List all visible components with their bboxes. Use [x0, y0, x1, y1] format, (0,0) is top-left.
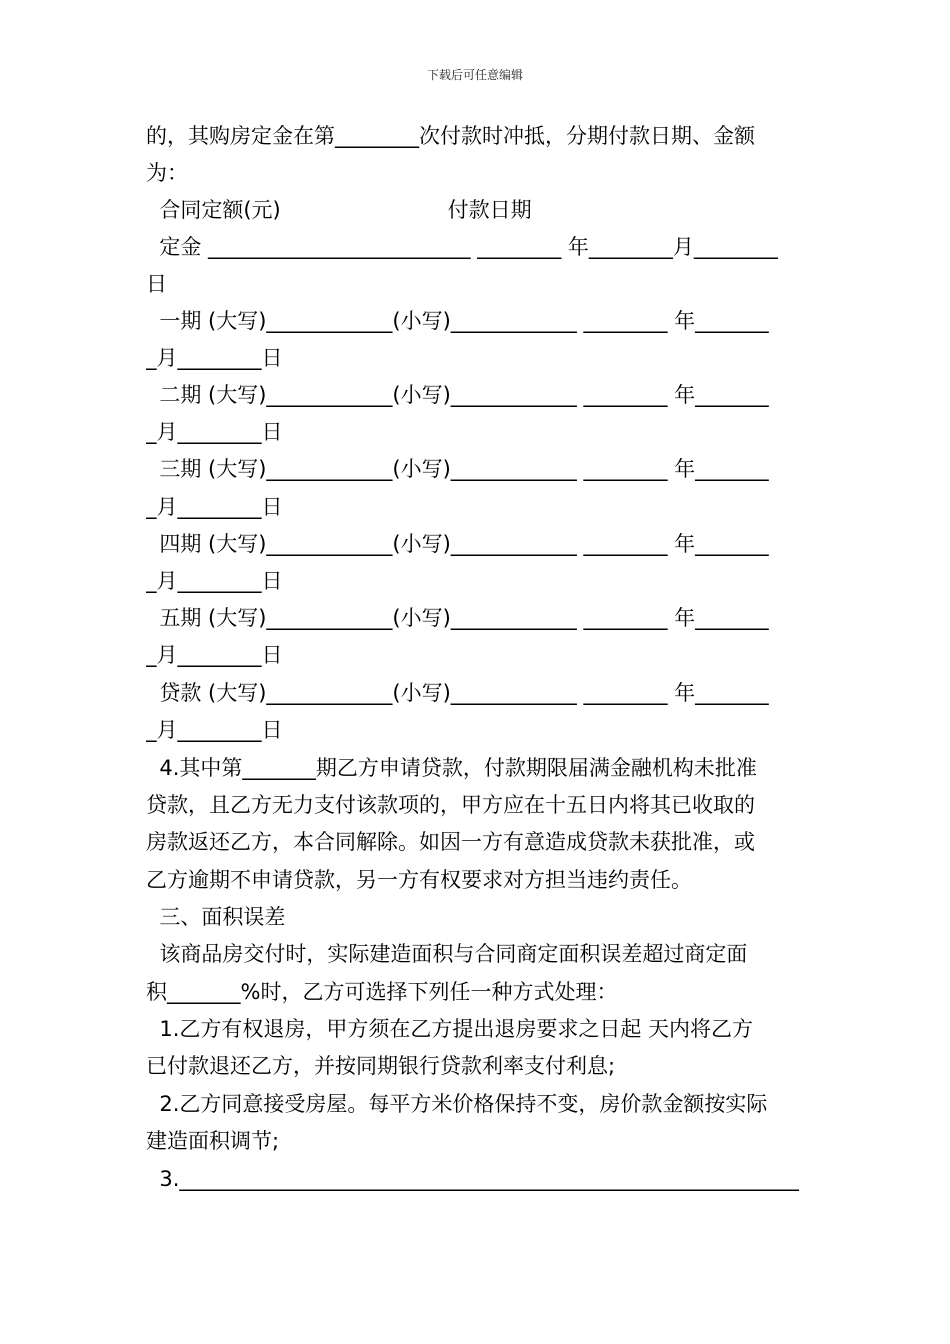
- text-line: 合同定额(元) 付款日期: [146, 198, 532, 222]
- text-line: _月________日: [146, 569, 283, 593]
- text-line: 三期 (大写)____________(小写)____________ ________ 年_______: [146, 457, 769, 481]
- text-line: 二期 (大写)____________(小写)____________ ________ 年_______: [146, 383, 769, 407]
- text-line: _月________日: [146, 495, 283, 519]
- text-line: 为：: [146, 161, 188, 185]
- text-line: 房款返还乙方，本合同解除。如因一方有意造成贷款未获批准，或: [146, 830, 755, 854]
- text-line: _月________日: [146, 420, 283, 444]
- text-line: 建造面积调节;: [146, 1129, 280, 1153]
- text-line: 1.乙方有权退房，甲方须在乙方提出退房要求之日起 天内将乙方: [146, 1017, 754, 1041]
- text-line: 日: [146, 272, 167, 296]
- text-line: 五期 (大写)____________(小写)____________ ________ 年_______: [146, 606, 769, 630]
- text-line: _月________日: [146, 718, 283, 742]
- text-line: 4.其中第_______期乙方申请贷款，付款期限届满金融机构未批准: [146, 756, 757, 780]
- section-heading: 三、面积误差: [146, 905, 286, 929]
- text-line: 3.___________________________________________________________: [146, 1167, 799, 1191]
- text-line: 该商品房交付时，实际建造面积与合同商定面积误差超过商定面: [146, 942, 748, 966]
- text-line: 的，其购房定金在第________次付款时冲抵，分期付款日期、金额: [146, 124, 755, 148]
- page-header: 下载后可任意编辑: [426, 68, 523, 82]
- text-line: 乙方逾期不申请贷款，另一方有权要求对方担当违约责任。: [146, 868, 692, 892]
- text-line: 定金 _________________________ ________ 年________月________: [146, 235, 778, 259]
- text-line: 贷款 (大写)____________(小写)____________ ________ 年_______: [146, 681, 769, 705]
- text-line: _月________日: [146, 643, 283, 667]
- text-line: 积_______%时，乙方可选择下列任一种方式处理：: [146, 980, 618, 1004]
- text-line: 2.乙方同意接受房屋。每平方米价格保持不变，房价款金额按实际: [146, 1092, 768, 1116]
- text-line: 贷款，且乙方无力支付该款项的，甲方应在十五日内将其已收取的: [146, 793, 755, 817]
- text-line: _月________日: [146, 346, 283, 370]
- text-line: 一期 (大写)____________(小写)____________ ________ 年_______: [146, 309, 769, 333]
- text-line: 四期 (大写)____________(小写)____________ ________ 年_______: [146, 532, 769, 556]
- text-line: 已付款退还乙方，并按同期银行贷款利率支付利息;: [146, 1054, 616, 1078]
